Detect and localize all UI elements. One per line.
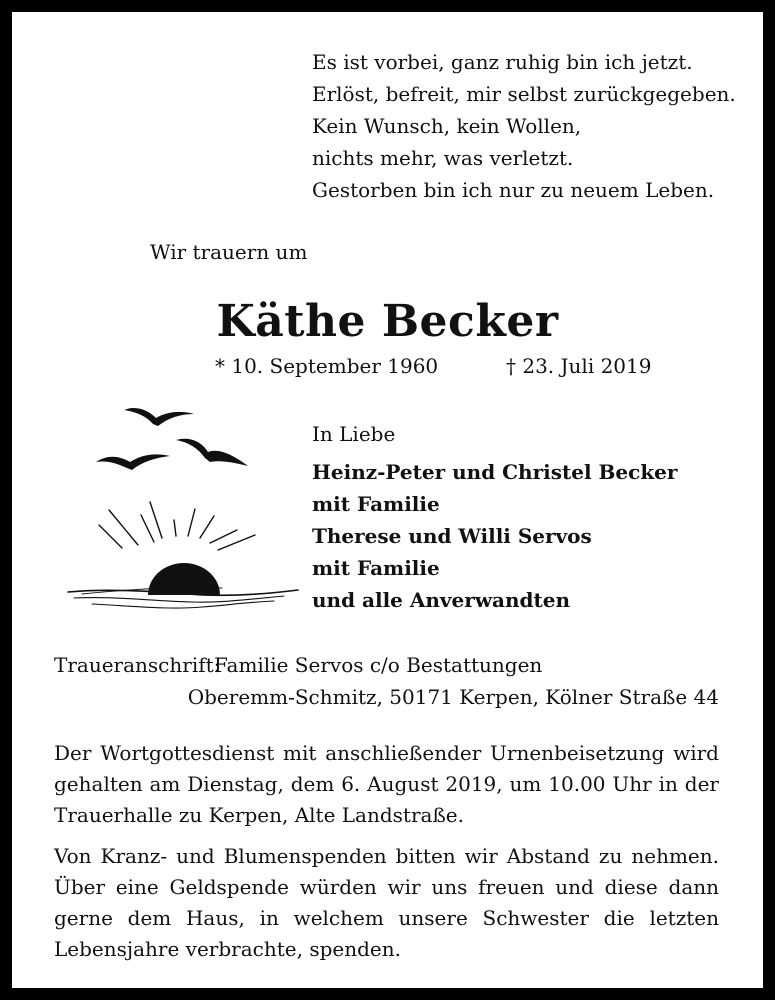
- sun-ray: [150, 502, 162, 538]
- bird-icon: [176, 439, 248, 466]
- birds-group: [96, 408, 248, 470]
- poem-line: Erlöst, befreit, mir selbst zurückgegeben.: [312, 82, 736, 106]
- mourner-line: mit Familie: [312, 556, 440, 580]
- birds-over-sunset-icon: [52, 402, 302, 612]
- poem-line: Kein Wunsch, kein Wollen,: [312, 114, 582, 138]
- sun-ray: [99, 525, 122, 548]
- sun-ray: [174, 520, 176, 536]
- sun-rays: [99, 502, 255, 550]
- sun-icon: [148, 563, 220, 595]
- address-line-2: Oberemm-Schmitz, 50171 Kerpen, Kölner Straße 44: [187, 685, 719, 709]
- deceased-name: Käthe Becker: [216, 296, 559, 347]
- sun-ray: [188, 509, 195, 536]
- poem: [312, 46, 736, 206]
- mourning-intro: Wir trauern um: [150, 240, 308, 264]
- mourner-line: Heinz-Peter und Christel Becker: [312, 460, 678, 484]
- donations-paragraph: Von Kranz- und Blumenspenden bitten wir Abstand zu nehmen. Über eine Geldspende würden wir uns freuen und diese dann gerne dem Haus, in welchem unsere Schwester die letzten Lebensjahre verbrachte, spenden.: [54, 844, 719, 961]
- poem-line: nichts mehr, was verletzt.: [312, 146, 574, 170]
- death-date: † 23. Juli 2019: [506, 354, 652, 378]
- mourner-line: mit Familie: [312, 492, 440, 516]
- horizon-line: [74, 596, 284, 602]
- sun-ray: [141, 515, 154, 542]
- poem-line: Es ist vorbei, ganz ruhig bin ich jetzt.: [312, 50, 693, 74]
- poem-line: Gestorben bin ich nur zu neuem Leben.: [312, 178, 715, 202]
- service-paragraph: Der Wortgottesdienst mit anschließender Urnenbeisetzung wird gehalten am Dienstag, dem 6. August 2019, um 10.00 Uhr in der Trauerhalle zu Kerpen, Alte Landstraße.: [54, 741, 719, 827]
- address-line-1: Familie Servos c/o Bestattungen: [214, 653, 543, 677]
- mourner-line: Therese und Willi Servos: [312, 524, 592, 548]
- mourner-line: und alle Anverwandten: [312, 588, 571, 612]
- sun-ray: [210, 530, 237, 543]
- bird-icon: [96, 454, 170, 470]
- mourners-opening: In Liebe: [312, 422, 396, 446]
- mourners-list: [312, 456, 677, 616]
- sun-ray: [200, 516, 214, 538]
- address-label: Traueranschrift:: [54, 653, 221, 677]
- bird-icon: [124, 408, 194, 426]
- birth-date: * 10. September 1960: [215, 354, 439, 378]
